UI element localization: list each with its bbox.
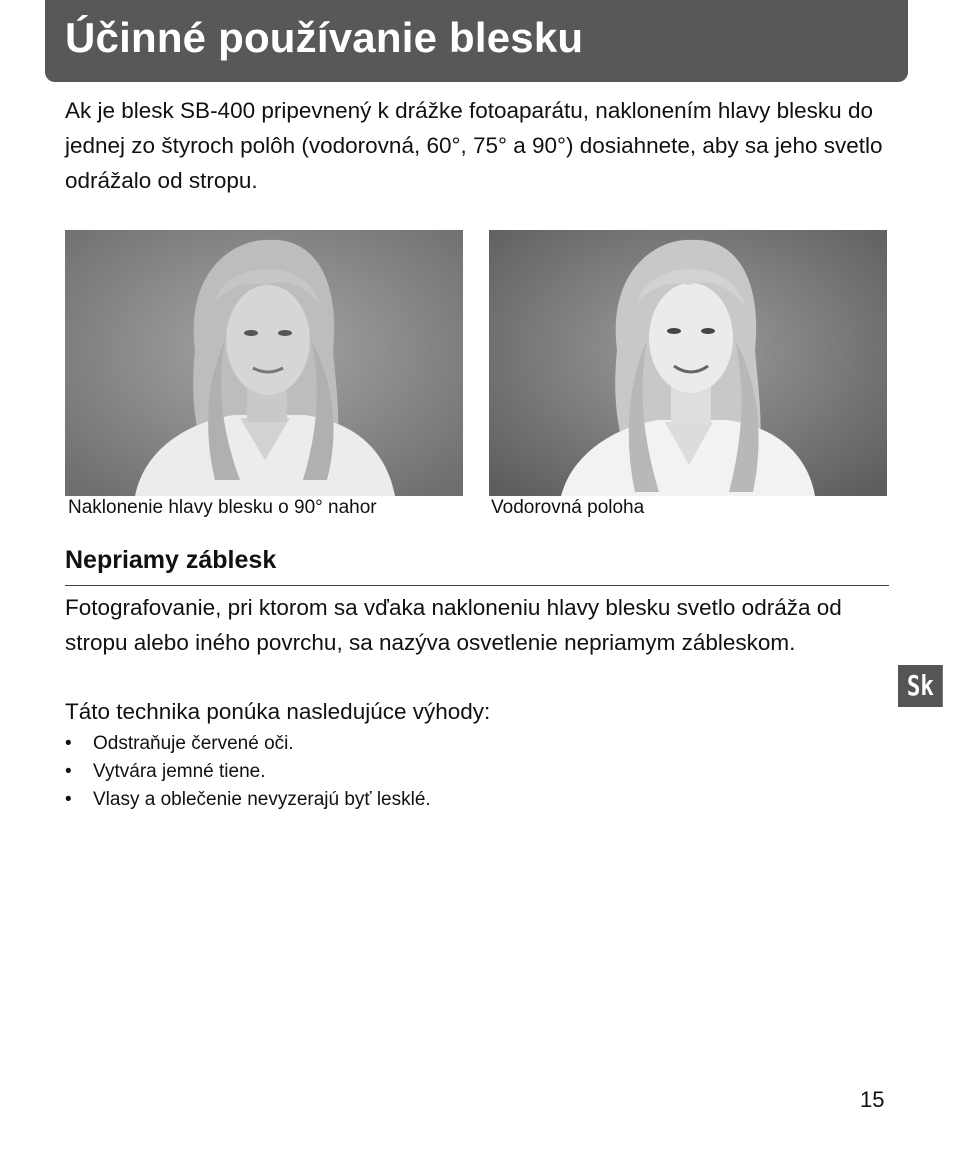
list-item bbox=[65, 758, 431, 786]
intro-paragraph: Ak je blesk SB-400 pripevnený k drážke fotoaparátu, naklonením hlavy blesku do jednej zo štyroch polôh (vodorovná, 60°, 75° a 90°) dosiahnete, aby sa jeho svetlo odrážalo od stropu. bbox=[65, 98, 883, 193]
bullet-icon: • bbox=[65, 789, 72, 810]
page-number: 15 bbox=[860, 1087, 885, 1112]
section-paragraph: Fotografovanie, pri ktorom sa vďaka nakloneniu hlavy blesku svetlo odráža od stropu alebo iného povrchu, sa nazýva osvetlenie nepriamym zábleskom. bbox=[65, 595, 842, 655]
benefits-list bbox=[65, 730, 431, 814]
list-item-text: Vlasy a oblečenie nevyzerajú byť lesklé. bbox=[93, 789, 431, 810]
section-heading: Nepriamy záblesk bbox=[65, 546, 277, 574]
list-item bbox=[65, 786, 431, 814]
section-divider bbox=[65, 585, 889, 586]
caption-horizontal-flash: Vodorovná poloha bbox=[491, 497, 645, 518]
title-bar bbox=[45, 0, 908, 82]
list-item bbox=[65, 730, 431, 758]
page-title: Účinné používanie blesku bbox=[65, 14, 584, 61]
caption-bounce-flash: Naklonenie hlavy blesku o 90° nahor bbox=[68, 497, 377, 518]
photo-horizontal-flash bbox=[489, 230, 887, 496]
language-tab: Sk bbox=[898, 665, 943, 707]
list-item-text: Odstraňuje červené oči. bbox=[93, 733, 294, 754]
photo-bounce-flash bbox=[65, 230, 463, 496]
portrait-photo-icon bbox=[65, 230, 463, 496]
technique-intro: Táto technika ponúka nasledujúce výhody: bbox=[65, 699, 491, 724]
portrait-photo-icon bbox=[489, 230, 887, 496]
bullet-icon: • bbox=[65, 733, 72, 754]
bullet-icon: • bbox=[65, 761, 72, 782]
list-item-text: Vytvára jemné tiene. bbox=[93, 761, 266, 782]
